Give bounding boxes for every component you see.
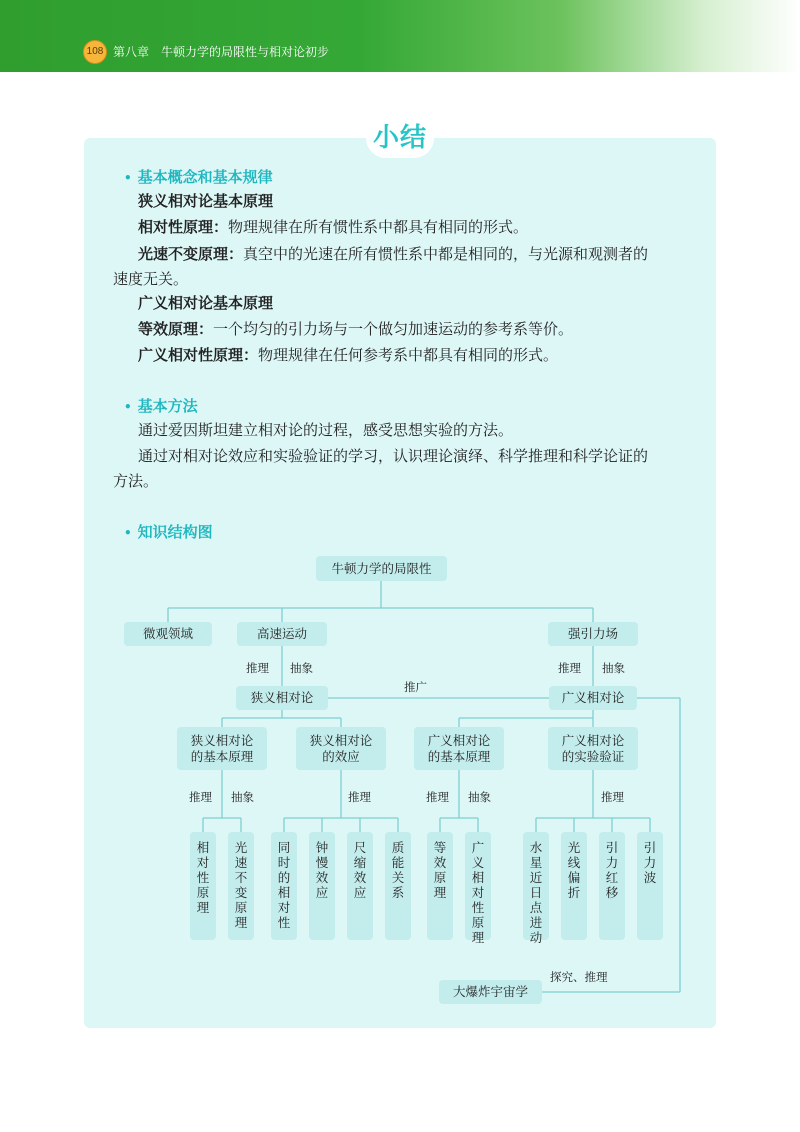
node-general-verification: 广义相对论 的实验验证 xyxy=(548,727,638,770)
general-relativity-heading: 广义相对论基本原理 xyxy=(138,294,274,312)
leaf-light-deflection: 光 线 偏 折 xyxy=(561,832,587,940)
relativity-principle: 相对性原理：物理规律在所有惯性系中都具有相同的形式。 xyxy=(138,218,529,236)
leaf-length-contraction: 尺 缩 效 应 xyxy=(347,832,373,940)
light-speed-principle-cont: 速度无关。 xyxy=(113,270,189,288)
leaf-light-speed-principle: 光 速 不 变 原 理 xyxy=(228,832,254,940)
general-relativity-principle: 广义相对性原理：物理规律在任何参考系中都具有相同的形式。 xyxy=(138,346,559,364)
bullet-icon: • xyxy=(124,171,132,185)
light-speed-principle: 光速不变原理：真空中的光速在所有惯性系中都是相同的，与光源和观测者的 xyxy=(138,245,649,263)
label-reason: 推理 xyxy=(189,790,212,804)
section-heading-structure: • 知识结构图 xyxy=(124,523,213,541)
label-reason: 推理 xyxy=(426,790,449,804)
node-general-relativity: 广义相对论 xyxy=(549,686,637,710)
node-newton-limits: 牛顿力学的局限性 xyxy=(316,556,447,581)
page-title: 小结 xyxy=(372,123,427,153)
bullet-icon: • xyxy=(124,526,132,540)
leaf-general-relativity-principle: 广 义 相 对 性 原 理 xyxy=(465,832,491,940)
label-abstract: 抽象 xyxy=(602,661,625,675)
leaf-time-dilation: 钟 慢 效 应 xyxy=(309,832,335,940)
leaf-gravitational-waves: 引 力 波 xyxy=(637,832,663,940)
equivalence-principle: 等效原理：一个均匀的引力场与一个做匀加速运动的参考系等价。 xyxy=(138,320,574,338)
node-general-principles: 广义相对论 的基本原理 xyxy=(414,727,504,770)
methods-paragraph-2: 通过对相对论效应和实验验证的学习，认识理论演绎、科学推理和科学论证的 xyxy=(138,447,649,465)
label-abstract: 抽象 xyxy=(468,790,491,804)
section-heading-methods: • 基本方法 xyxy=(124,397,198,415)
node-strong-gravity: 强引力场 xyxy=(548,622,638,646)
node-special-relativity: 狭义相对论 xyxy=(236,686,328,710)
leaf-relativity-principle: 相 对 性 原 理 xyxy=(190,832,216,940)
leaf-mass-energy: 质 能 关 系 xyxy=(385,832,411,940)
label-abstract: 抽象 xyxy=(231,790,254,804)
bullet-icon: • xyxy=(124,400,132,414)
chapter-title: 第八章 牛顿力学的局限性与相对论初步 xyxy=(113,45,330,59)
methods-paragraph-2-cont: 方法。 xyxy=(113,472,159,490)
section-heading-concepts: • 基本概念和基本规律 xyxy=(124,168,273,186)
node-special-principles: 狭义相对论 的基本原理 xyxy=(177,727,267,770)
node-special-effects: 狭义相对论 的效应 xyxy=(296,727,386,770)
label-reason: 推理 xyxy=(558,661,581,675)
label-explore-reason: 探究、推理 xyxy=(550,970,608,984)
label-reason: 推理 xyxy=(348,790,371,804)
special-relativity-heading: 狭义相对论基本原理 xyxy=(138,192,274,210)
label-reason: 推理 xyxy=(601,790,624,804)
leaf-mercury-perihelion: 水 星 近 日 点 进 动 xyxy=(523,832,549,940)
label-extend: 推广 xyxy=(404,680,427,694)
leaf-relativity-of-simultaneity: 同 时 的 相 对 性 xyxy=(271,832,297,940)
node-micro: 微观领域 xyxy=(124,622,212,646)
label-abstract: 抽象 xyxy=(290,661,313,675)
label-reason: 推理 xyxy=(246,661,269,675)
node-big-bang: 大爆炸宇宙学 xyxy=(439,980,542,1004)
leaf-equivalence-principle: 等 效 原 理 xyxy=(427,832,453,940)
page-number-badge: 108 xyxy=(83,40,107,64)
leaf-gravitational-redshift: 引 力 红 移 xyxy=(599,832,625,940)
methods-paragraph-1: 通过爱因斯坦建立相对论的过程，感受思想实验的方法。 xyxy=(138,421,514,439)
node-high-speed: 高速运动 xyxy=(237,622,327,646)
